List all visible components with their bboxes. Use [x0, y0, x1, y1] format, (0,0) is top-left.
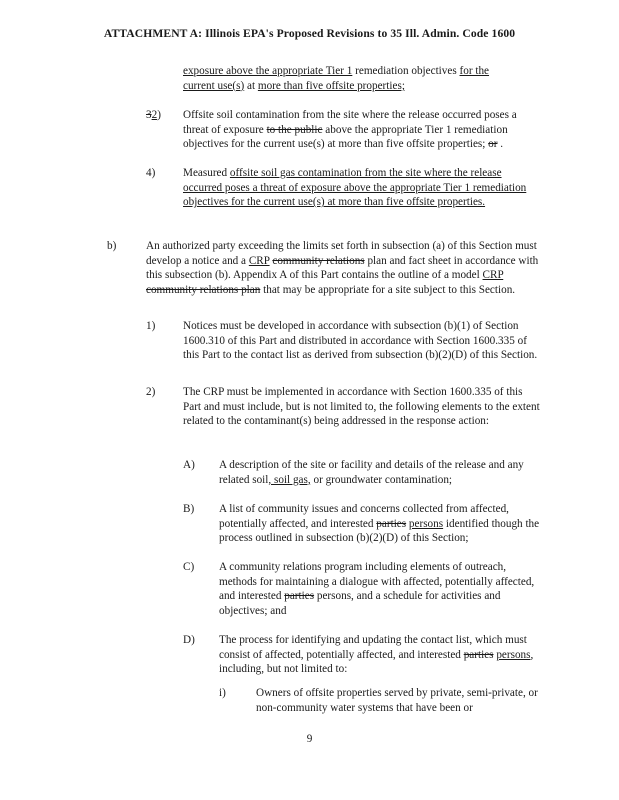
item-label-D: D)	[183, 634, 195, 646]
item-b2-paragraph: The CRP must be implemented in accordance with Section 1600.335 of this Part and must include, but is not limited to, the following elements to the extent related to the contaminant(s) being addressed in the response action:	[183, 386, 540, 428]
inserted-text: persons	[408, 517, 444, 530]
text-run: A community relations program including elements of outreach, methods for maintaining a dialogue with affected, potentially affected, and interested	[219, 561, 535, 603]
text-run: identified though the process outlined in subsection (b)(2)(D) of this Section;	[219, 517, 540, 545]
inserted-text: more than five offsite properties;	[257, 79, 405, 92]
text-run: plan and fact sheet in accordance with this subsection (b). Appendix A of this Part contains the outline of a model	[146, 254, 539, 282]
item-label-b1: 1)	[146, 320, 156, 332]
deleted-text: parties	[463, 648, 494, 661]
item-A-paragraph	[219, 458, 541, 487]
inserted-text: offsite soil gas contamination from the site where the release occurred poses a threat of exposure above the appropriate Tier 1 remediation objectives for the current use(s) at more than five offsite properties.	[183, 167, 527, 209]
inserted-text: exposure above the appropriate Tier 1	[183, 65, 353, 77]
continued-paragraph	[183, 64, 528, 93]
text-run: or groundwater contamination;	[310, 473, 453, 486]
item-b1-paragraph: Notices must be developed in accordance with subsection (b)(1) of Section 1600.310 of this Part and distributed in accordance with Section 1600.335 of this Part to the contact list as derived from subsection (b)(2)(D) of this Section.	[183, 320, 538, 362]
item-D-paragraph	[219, 633, 541, 677]
text-run: )	[157, 109, 161, 121]
text-run: An authorized party exceeding the limits set forth in subsection (a) of this Section must develop a notice and a	[146, 240, 537, 267]
item-i-paragraph: Owners of offsite properties served by private, semi-private, or non-community water systems that have been or	[256, 687, 538, 714]
inserted-text: persons	[496, 648, 531, 661]
item-4-paragraph	[183, 166, 533, 210]
deleted-text: community relations	[272, 254, 365, 267]
inserted-text: CRP	[482, 269, 504, 282]
text-run: The process for identifying and updating the contact list, which must consist of affected, potentially affected, and interested	[219, 634, 527, 661]
item-label-C: C)	[183, 561, 195, 573]
item-label-2	[146, 108, 161, 123]
deleted-text: community relations plan	[146, 283, 261, 296]
inserted-text: 2	[151, 109, 158, 121]
text-run: , including, but not limited to:	[219, 648, 534, 676]
subsection-b-paragraph	[146, 239, 543, 297]
text-run: .	[497, 138, 504, 151]
text-run: at	[244, 79, 258, 92]
deleted-text: parties	[284, 590, 315, 603]
item-label-4: 4)	[146, 167, 156, 179]
inserted-text: current use(s)	[183, 79, 245, 92]
deleted-text: or	[488, 138, 498, 151]
deleted-text: 3	[146, 109, 152, 121]
deleted-text: parties	[376, 517, 407, 530]
text-run: Measured	[183, 167, 230, 179]
text-run: A list of community issues and concerns collected from affected, potentially affected, and interested	[219, 503, 509, 530]
item-label-B: B)	[183, 503, 195, 515]
text-run: remediation objectives	[352, 65, 460, 77]
item-label-b2: 2)	[146, 386, 156, 398]
item-B-paragraph	[219, 502, 549, 546]
text-run: A description of the site or facility and details of the release and any related soil	[219, 459, 524, 486]
subsection-label-b: b)	[107, 240, 117, 252]
text-run: that may be appropriate for a site subject to this Section.	[260, 283, 516, 296]
text-run: above the appropriate Tier 1 remediation objectives for the current use(s) at more than five offsite properties;	[183, 123, 508, 151]
inserted-text: CRP	[248, 254, 270, 267]
page-number: 9	[306, 733, 313, 745]
page-header: ATTACHMENT A: Illinois EPA's Proposed Revisions to 35 Ill. Admin. Code 1600	[103, 27, 516, 40]
inserted-text: , soil gas,	[268, 473, 311, 486]
inserted-text: for the	[459, 65, 490, 77]
text-run: Offsite soil contamination from the site where the release occurred poses a threat of exposure	[183, 109, 517, 136]
item-label-A: A)	[183, 459, 195, 471]
item-2-paragraph	[183, 108, 543, 152]
text-run: persons, and a schedule for activities and objectives; and	[219, 590, 501, 617]
item-label-i: i)	[219, 687, 226, 699]
deleted-text: to the public	[266, 123, 323, 136]
item-C-paragraph	[219, 560, 541, 618]
